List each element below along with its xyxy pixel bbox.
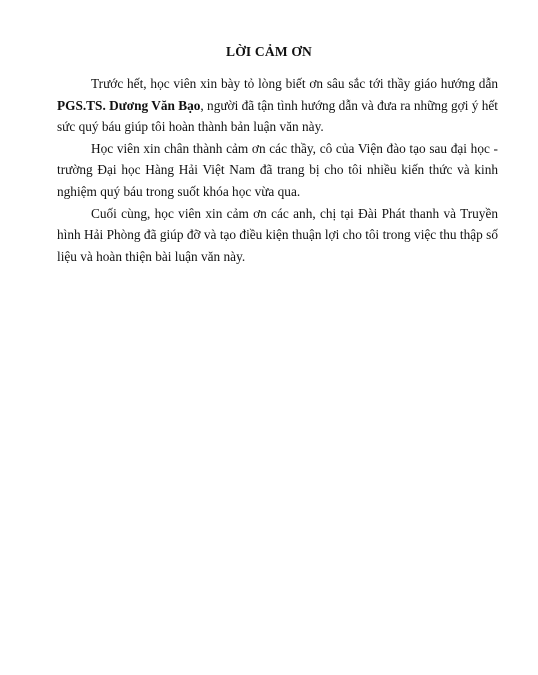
paragraph-colleague-thanks: Cuối cùng, học viên xin cảm ơn các anh, chị tại Đài Phát thanh và Truyền hình Hải Phòng đã giúp đỡ và tạo điều kiện thuận lợi cho tôi trong việc thu thập số liệu và hoàn thiện bài luận văn này. [57, 205, 498, 264]
paragraph-advisor-thanks [57, 73, 498, 138]
paragraph-text-after: , người đã tận tình hướng dẫn và đưa ra những gợi ý hết sức quý báu giúp tôi hoàn thành bản luận văn này. [57, 97, 498, 135]
document-body [57, 73, 498, 267]
paragraph-faculty-thanks: Học viên xin chân thành cảm ơn các thầy, cô của Viện đào tạo sau đại học - trường Đại học Hàng Hải Việt Nam đã trang bị cho tôi nhiều kiến thức và kinh nghiệm quý báu trong suốt khóa học vừa qua. [57, 140, 498, 199]
advisor-name: PGS.TS. Dương Văn Bạo [57, 97, 201, 113]
paragraph-text-before: Trước hết, học viên xin bày tỏ lòng biết ơn sâu sắc tới thầy giáo hướng dẫn [91, 76, 498, 91]
page-title: LỜI CẢM ƠN [226, 44, 312, 59]
